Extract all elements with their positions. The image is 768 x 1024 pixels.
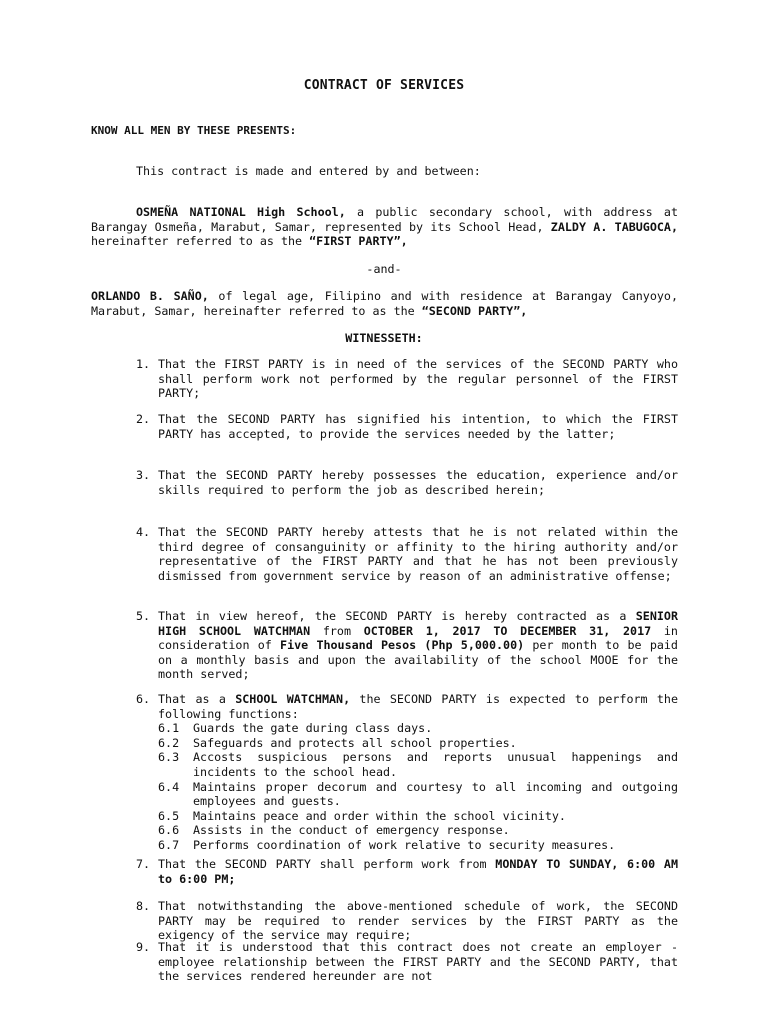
clause-number: 8. bbox=[136, 899, 151, 913]
clause-text: That the SECOND PARTY has signified his intention, to which the FIRST PARTY has accepted, to provide the services needed by the latter; bbox=[158, 412, 678, 441]
intro-line: This contract is made and entered by and between: bbox=[136, 164, 481, 178]
clause-number: 3. bbox=[136, 468, 151, 482]
second-party-name: ORLANDO B. SAÑO, bbox=[91, 289, 209, 303]
first-party-paragraph bbox=[91, 205, 678, 249]
clause-2 bbox=[136, 412, 678, 441]
school-head-name: ZALDY A. TABUGOCA, bbox=[550, 219, 678, 234]
clause-number: 1. bbox=[136, 357, 151, 371]
function-text: Guards the gate during class days. bbox=[193, 721, 433, 736]
clause-9 bbox=[136, 940, 678, 984]
clause-6 bbox=[136, 692, 678, 853]
clause-7-text: That the SECOND PARTY shall perform work from bbox=[158, 857, 496, 871]
function-text: Maintains peace and order within the school vicinity. bbox=[193, 808, 566, 823]
work-schedule: MONDAY TO SUNDAY, 6:00 AM to 6:00 PM; bbox=[158, 857, 678, 886]
know-all-men-heading: KNOW ALL MEN BY THESE PRESENTS: bbox=[91, 124, 297, 137]
clause-5-text-1: That in view hereof, the SECOND PARTY is hereby contracted as a bbox=[158, 609, 636, 623]
second-party-text: of legal age, Filipino and with residence at Barangay Canyoyo, Marabut, Samar, hereinafter referred to as the bbox=[91, 289, 678, 318]
function-number: 6.6 bbox=[158, 823, 180, 838]
clause-4 bbox=[136, 525, 678, 583]
clause-5 bbox=[136, 609, 678, 682]
function-item bbox=[158, 736, 678, 751]
function-number: 6.7 bbox=[158, 837, 180, 852]
function-text: Performs coordination of work relative to security measures. bbox=[193, 837, 616, 852]
second-party-paragraph bbox=[91, 289, 678, 318]
clause-text: That notwithstanding the above-mentioned schedule of work, the SECOND PARTY may be required to render services by the FIRST PARTY as the exigency of the service may require; bbox=[158, 899, 678, 943]
clause-text: That it is understood that this contract does not create an employer - employee relationship between the FIRST PARTY and the SECOND PARTY, that the services rendered hereunder are not bbox=[158, 940, 678, 984]
watchman-title: SCHOOL WATCHMAN, bbox=[235, 692, 351, 706]
function-number: 6.4 bbox=[158, 779, 180, 794]
clause-number: 5. bbox=[136, 609, 151, 623]
school-name: OSMEÑA NATIONAL High School, bbox=[136, 205, 346, 219]
function-text: Safeguards and protects all school properties. bbox=[193, 735, 517, 750]
clause-text bbox=[158, 609, 678, 682]
clause-text: That the SECOND PARTY hereby possesses the education, experience and/or skills required to perform the job as described herein; bbox=[158, 468, 678, 497]
function-item bbox=[158, 750, 678, 779]
function-item bbox=[158, 823, 678, 838]
function-item bbox=[158, 838, 678, 853]
first-party-label: “FIRST PARTY”, bbox=[309, 234, 408, 249]
clause-text: That the FIRST PARTY is in need of the services of the SECOND PARTY who shall perform work not performed by the regular personnel of the FIRST PARTY; bbox=[158, 357, 678, 401]
clause-number: 6. bbox=[136, 692, 151, 706]
clause-number: 7. bbox=[136, 857, 151, 871]
clause-number: 4. bbox=[136, 525, 151, 539]
clause-5-text-2: from bbox=[310, 623, 364, 638]
document-title: CONTRACT OF SERVICES bbox=[303, 78, 465, 93]
function-item bbox=[158, 809, 678, 824]
first-party-text-2: hereinafter referred to as the bbox=[91, 234, 310, 249]
function-text: Assists in the conduct of emergency response. bbox=[193, 823, 510, 838]
function-text: Maintains proper decorum and courtesy to all incoming and outgoing employees and guests. bbox=[193, 779, 678, 809]
clause-6-text-1: That as a bbox=[158, 692, 236, 706]
and-separator: -and- bbox=[366, 262, 402, 276]
contract-period: OCTOBER 1, 2017 TO DECEMBER 31, 2017 bbox=[363, 623, 652, 638]
clause-text bbox=[158, 857, 678, 886]
clause-7 bbox=[136, 857, 678, 886]
clause-1 bbox=[136, 357, 678, 401]
function-number: 6.3 bbox=[158, 750, 180, 765]
function-text: Accosts suspicious persons and reports unusual happenings and incidents to the school head. bbox=[193, 750, 678, 779]
clause-5-text-4: per month to be paid on a monthly basis and upon the availability of the school MOOE for the month served; bbox=[158, 638, 678, 682]
function-number: 6.5 bbox=[158, 808, 180, 823]
clause-5-text-3: in consideration of bbox=[158, 623, 678, 653]
clause-number: 9. bbox=[136, 940, 151, 954]
witnesseth-heading: WITNESSETH: bbox=[345, 331, 423, 345]
clause-6-text-2: the SECOND PARTY is expected to perform the following functions: bbox=[158, 692, 678, 721]
monthly-salary: Five Thousand Pesos (Php 5,000.00) bbox=[280, 638, 525, 653]
second-party-label: “SECOND PARTY”, bbox=[421, 303, 528, 318]
clause-text: That the SECOND PARTY hereby attests that he is not related within the third degree of consanguinity or affinity to the hiring authority and/or representative of the FIRST PARTY and that he has not been previously dismissed from government service by reason of an administrative offense; bbox=[158, 525, 678, 583]
clause-number: 2. bbox=[136, 412, 151, 426]
first-party-text-1: a public secondary school, with address at Barangay Osmeña, Marabut, Samar, represented by its School Head, bbox=[91, 205, 678, 234]
clause-6-intro bbox=[158, 692, 678, 721]
clause-3 bbox=[136, 468, 678, 497]
clause-text bbox=[158, 692, 678, 853]
position-title: SENIOR HIGH SCHOOL WATCHMAN bbox=[158, 609, 678, 638]
function-item bbox=[158, 721, 678, 736]
function-number: 6.1 bbox=[158, 721, 180, 736]
clause-8 bbox=[136, 899, 678, 943]
function-item bbox=[158, 780, 678, 809]
function-number: 6.2 bbox=[158, 735, 180, 750]
